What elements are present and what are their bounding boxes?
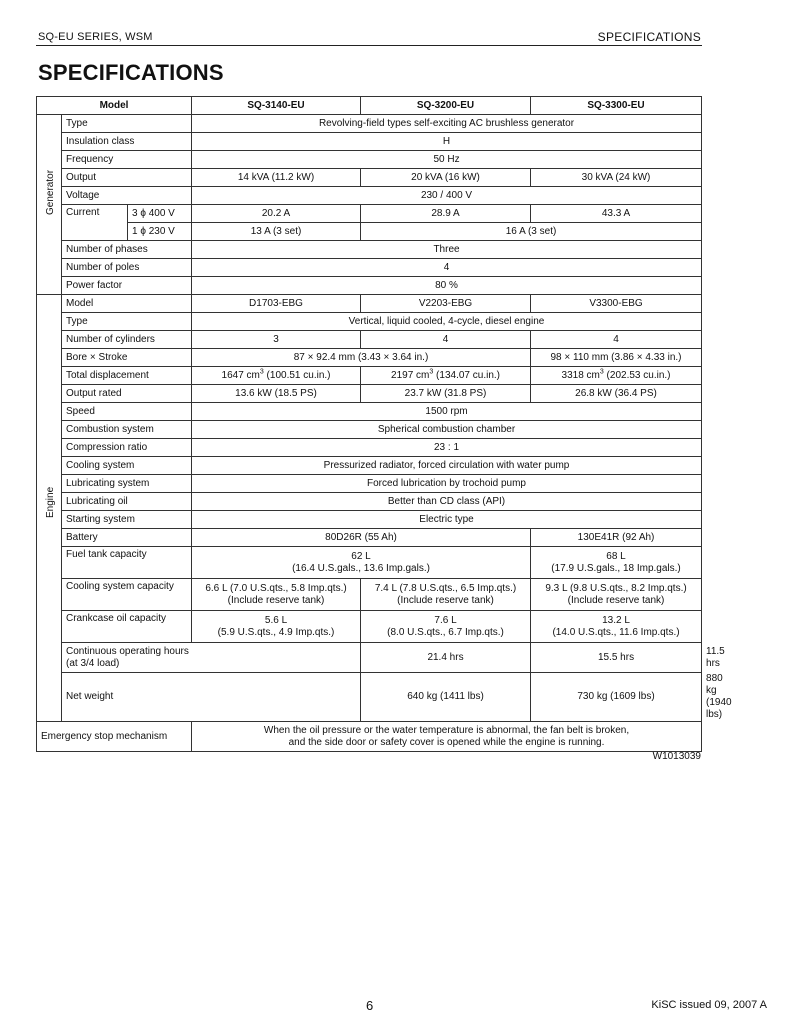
header-section: SPECIFICATIONS	[597, 30, 701, 44]
specifications-table	[36, 96, 732, 752]
header-sq-3300: SQ-3300-EU	[531, 97, 702, 115]
cell-value: 1647 $cm^3$ (100.51 cu.in.)	[192, 367, 361, 385]
row-label: Output rated	[62, 385, 192, 403]
header-sq-3200: SQ-3200-EU	[361, 97, 531, 115]
table-row	[37, 187, 702, 205]
cell-value: 1500 rpm	[192, 403, 702, 421]
cell-value: 7.4 L (7.8 U.S.qts., 6.5 Imp.qts.) (Include reserve tank)	[361, 579, 531, 611]
table-row	[37, 349, 702, 367]
cell-value: 23 : 1	[192, 439, 702, 457]
table-row	[37, 611, 702, 643]
cell-value: 28.9 A	[361, 205, 531, 223]
row-label: Model	[62, 295, 192, 313]
cell-value: 80 %	[192, 277, 702, 295]
cell-value: 68 L (17.9 U.S.gals., 18 Imp.gals.)	[531, 547, 702, 579]
table-row	[37, 403, 702, 421]
table-row	[37, 205, 702, 223]
sub-label: 3 ϕ 400 V	[128, 205, 192, 223]
generator-group-label: Generator	[37, 115, 62, 295]
row-label: Type	[62, 313, 192, 331]
table-row	[37, 169, 702, 187]
cell-value: 87 × 92.4 mm (3.43 × 3.64 in.)	[192, 349, 531, 367]
table-row	[37, 313, 702, 331]
cell-value: When the oil pressure or the water temperature is abnormal, the fan belt is broken, and the side door or safety cover is opened while the engine is running.	[192, 722, 702, 752]
cell-value: 30 kVA (24 kW)	[531, 169, 702, 187]
cell-value: 9.3 L (9.8 U.S.qts., 8.2 Imp.qts.) (Include reserve tank)	[531, 579, 702, 611]
cell-value: 98 × 110 mm (3.86 × 4.33 in.)	[531, 349, 702, 367]
cell-value: D1703-EBG	[192, 295, 361, 313]
header-sq-3140: SQ-3140-EU	[192, 97, 361, 115]
table-row	[37, 133, 702, 151]
row-label: Number of phases	[62, 241, 192, 259]
cell-value: 14 kVA (11.2 kW)	[192, 169, 361, 187]
header-series: SQ-EU SERIES, WSM	[38, 31, 153, 43]
row-label: Crankcase oil capacity	[62, 611, 192, 643]
cell-value: 20.2 A	[192, 205, 361, 223]
cell-value: 7.6 L (8.0 U.S.qts., 6.7 Imp.qts.)	[361, 611, 531, 643]
cell-value: 13 A (3 set)	[192, 223, 361, 241]
cell-value: 13.6 kW (18.5 PS)	[192, 385, 361, 403]
row-label: Bore × Stroke	[62, 349, 192, 367]
cell-value: 4	[531, 331, 702, 349]
cell-value: 26.8 kW (36.4 PS)	[531, 385, 702, 403]
row-label: Output	[62, 169, 192, 187]
row-label: Cooling system	[62, 457, 192, 475]
row-label: Cooling system capacity	[62, 579, 192, 611]
cell-value: 730 kg (1609 lbs)	[531, 673, 702, 722]
table-row	[37, 511, 702, 529]
table-row	[37, 367, 702, 385]
row-label: Current	[62, 205, 128, 241]
table-row	[37, 529, 702, 547]
table-row	[37, 421, 702, 439]
row-label: Voltage	[62, 187, 192, 205]
table-row	[37, 547, 702, 579]
row-label: Number of poles	[62, 259, 192, 277]
table-row	[37, 277, 702, 295]
cell-value: Vertical, liquid cooled, 4-cycle, diesel engine	[192, 313, 702, 331]
cell-value: 50 Hz	[192, 151, 702, 169]
table-row	[37, 241, 702, 259]
row-label: Total displacement	[62, 367, 192, 385]
cell-value: Better than CD class (API)	[192, 493, 702, 511]
table-row: Net weight 640 kg (1411 lbs) 730 kg (1609 lbs) 880 kg (1940 lbs)	[37, 673, 702, 722]
document-code: W1013039	[652, 751, 701, 762]
table-row	[37, 115, 702, 133]
row-label: Continuous operating hours (at 3/4 load)	[62, 643, 361, 673]
cell-value: 80D26R (55 Ah)	[192, 529, 531, 547]
row-label: Lubricating system	[62, 475, 192, 493]
cell-value: Spherical combustion chamber	[192, 421, 702, 439]
row-label: Speed	[62, 403, 192, 421]
row-label: Fuel tank capacity	[62, 547, 192, 579]
cell-value: 3318 $cm^3$ (202.53 cu.in.)	[531, 367, 702, 385]
table-row	[37, 151, 702, 169]
table-row	[37, 579, 702, 611]
cell-value: 4	[361, 331, 531, 349]
table-row	[37, 439, 702, 457]
cell-value: 6.6 L (7.0 U.S.qts., 5.8 Imp.qts.) (Include reserve tank)	[192, 579, 361, 611]
cell-value: 130E41R (92 Ah)	[531, 529, 702, 547]
cell-value: 230 / 400 V	[192, 187, 702, 205]
cell-value: 15.5 hrs	[531, 643, 702, 673]
row-label: Power factor	[62, 277, 192, 295]
cell-value: 23.7 kW (31.8 PS)	[361, 385, 531, 403]
page-title: SPECIFICATIONS	[38, 60, 224, 85]
table-row	[37, 295, 702, 313]
table-row	[37, 223, 702, 241]
cell-value: H	[192, 133, 702, 151]
cell-value: 4	[192, 259, 702, 277]
table-row	[37, 475, 702, 493]
table-row	[37, 331, 702, 349]
row-label: Net weight	[62, 673, 361, 722]
cell-value: V3300-EBG	[531, 295, 702, 313]
row-label: Combustion system	[62, 421, 192, 439]
header-rule	[36, 45, 702, 46]
cell-value: 2197 $cm^3$ (134.07 cu.in.)	[361, 367, 531, 385]
row-label: Frequency	[62, 151, 192, 169]
cell-value: Pressurized radiator, forced circulation with water pump	[192, 457, 702, 475]
cell-value: V2203-EBG	[361, 295, 531, 313]
cell-value: 5.6 L (5.9 U.S.qts., 4.9 Imp.qts.)	[192, 611, 361, 643]
row-label: Battery	[62, 529, 192, 547]
page-number: 6	[366, 998, 374, 1013]
cell-value: Electric type	[192, 511, 702, 529]
cell-value: 3	[192, 331, 361, 349]
cell-value: 16 A (3 set)	[361, 223, 702, 241]
table-row	[37, 493, 702, 511]
table-row	[37, 259, 702, 277]
cell-value: 62 L (16.4 U.S.gals., 13.6 Imp.gals.)	[192, 547, 531, 579]
header-model: Model	[37, 97, 192, 115]
row-label: Insulation class	[62, 133, 192, 151]
table-row	[37, 385, 702, 403]
cell-value: Three	[192, 241, 702, 259]
row-label: Starting system	[62, 511, 192, 529]
cell-value: 640 kg (1411 lbs)	[361, 673, 531, 722]
cell-value: Forced lubrication by trochoid pump	[192, 475, 702, 493]
cell-value: 43.3 A	[531, 205, 702, 223]
table-row: Continuous operating hours (at 3/4 load) 21.4 hrs 15.5 hrs 11.5 hrs	[37, 643, 702, 673]
cell-value: 21.4 hrs	[361, 643, 531, 673]
sub-label: 1 ϕ 230 V	[128, 223, 192, 241]
row-label: Compression ratio	[62, 439, 192, 457]
table-row	[37, 722, 702, 752]
table-header-row	[37, 97, 702, 115]
row-label: Lubricating oil	[62, 493, 192, 511]
table-row	[37, 457, 702, 475]
row-label: Emergency stop mechanism	[37, 722, 192, 752]
cell-value: 13.2 L (14.0 U.S.qts., 11.6 Imp.qts.)	[531, 611, 702, 643]
row-label: Number of cylinders	[62, 331, 192, 349]
engine-group-label: Engine	[37, 295, 62, 722]
cell-value: 20 kVA (16 kW)	[361, 169, 531, 187]
cell-value: Revolving-field types self-exciting AC brushless generator	[192, 115, 702, 133]
row-label: Type	[62, 115, 192, 133]
issue-info: KiSC issued 09, 2007 A	[651, 999, 767, 1011]
